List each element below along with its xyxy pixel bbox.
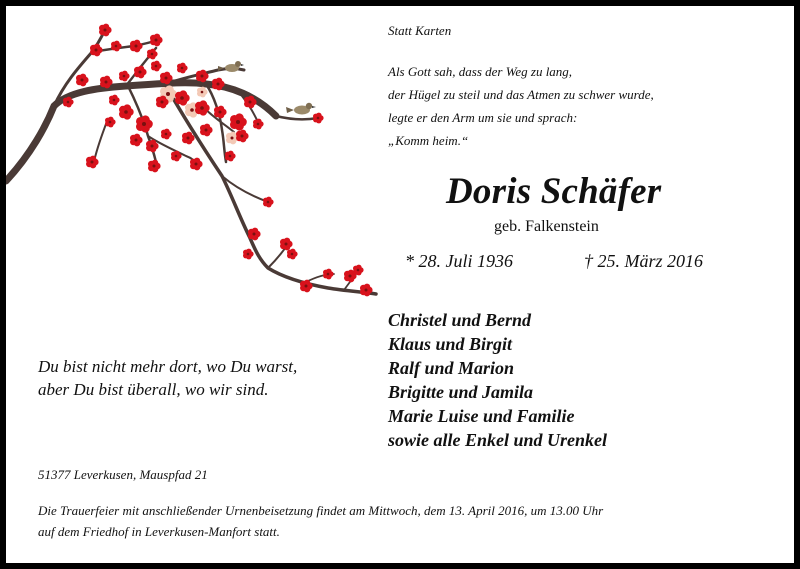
blossom-icon: [161, 129, 172, 140]
mourner: Klaus und Birgit: [388, 334, 513, 354]
blossom-icon: [175, 90, 190, 105]
blossom-icon: [119, 104, 134, 119]
blossom-icon: [195, 100, 210, 115]
birth-date: * 28. Juli 1936: [405, 251, 513, 271]
verse: [388, 60, 654, 152]
blossom-icon: [151, 61, 162, 72]
blossom-icon: [323, 269, 334, 280]
blossom-icon: [287, 249, 298, 260]
death-date: † 25. März 2016: [584, 251, 704, 271]
blossom-icon: [130, 40, 143, 53]
blossom-icon: [148, 160, 161, 173]
verse-line: legte er den Arm um sie und sprach:: [388, 110, 578, 125]
blossom-icon: [248, 228, 261, 241]
mourner: Brigitte und Jamila: [388, 382, 534, 402]
blossom-icon: [243, 249, 254, 260]
blossom-icon: [109, 95, 120, 106]
blossom-icon: [177, 63, 188, 74]
blossom-icon: [353, 265, 364, 276]
plum-blossom-branch-with-birds-icon: [6, 6, 406, 316]
blossom-icon: [90, 44, 103, 57]
blossom-icon: [130, 134, 143, 147]
blossom-icon: [300, 280, 313, 293]
verse-line: der Hügel zu steil und das Atmen zu schwer wurde,: [388, 87, 654, 102]
mourner: Marie Luise und Familie: [388, 406, 575, 426]
statt-karten-note: Statt Karten: [388, 23, 452, 38]
blossom-icon: [111, 41, 122, 52]
comfort-quote: [38, 355, 297, 401]
mourner: sowie alle Enkel und Urenkel: [388, 430, 608, 450]
blossom-icon: [230, 113, 247, 130]
blossom-icon: [197, 87, 208, 98]
blossom-icon: [99, 24, 112, 37]
blossom-icon: [214, 106, 227, 119]
quote-line: aber Du bist überall, wo wir sind.: [38, 380, 269, 399]
blossom-icon: [134, 66, 147, 79]
blossom-icon: [313, 113, 324, 124]
blossom-icon: [86, 156, 99, 169]
verse-line: „Komm heim.“: [388, 133, 469, 148]
address: 51377 Leverkusen, Mauspfad 21: [38, 467, 208, 482]
service-line: Die Trauerfeier mit anschließender Urnenbeisetzung findet am Mittwoch, dem 13. April 2016, um 13.00 Uhr: [38, 503, 604, 518]
blossom-icon: [200, 124, 213, 137]
blossom-icon: [280, 238, 293, 251]
verse-line: Als Gott sah, dass der Weg zu lang,: [388, 64, 573, 79]
service-line: auf dem Friedhof in Leverkusen-Manfort statt.: [38, 524, 280, 539]
blossom-icon: [147, 49, 158, 60]
blossom-icon: [190, 158, 203, 171]
service-info: [38, 500, 603, 542]
maiden-name: geb. Falkenstein: [494, 218, 599, 235]
mourner: Christel und Bernd: [388, 310, 532, 330]
mourner: Ralf und Marion: [388, 358, 515, 378]
blossom-icon: [150, 34, 163, 47]
blossom-icon: [263, 197, 274, 208]
quote-line: Du bist nicht mehr dort, wo Du warst,: [38, 357, 298, 376]
blossom-icon: [236, 130, 249, 143]
deceased-name: Doris Schäfer: [446, 171, 662, 212]
blossom-icon: [105, 117, 116, 128]
mourners-list: [388, 308, 607, 452]
blossom-icon: [136, 115, 153, 132]
blossom-icon: [119, 71, 130, 82]
blossom-icon: [225, 151, 236, 162]
blossom-icon: [253, 119, 264, 130]
blossom-icon: [76, 74, 89, 87]
